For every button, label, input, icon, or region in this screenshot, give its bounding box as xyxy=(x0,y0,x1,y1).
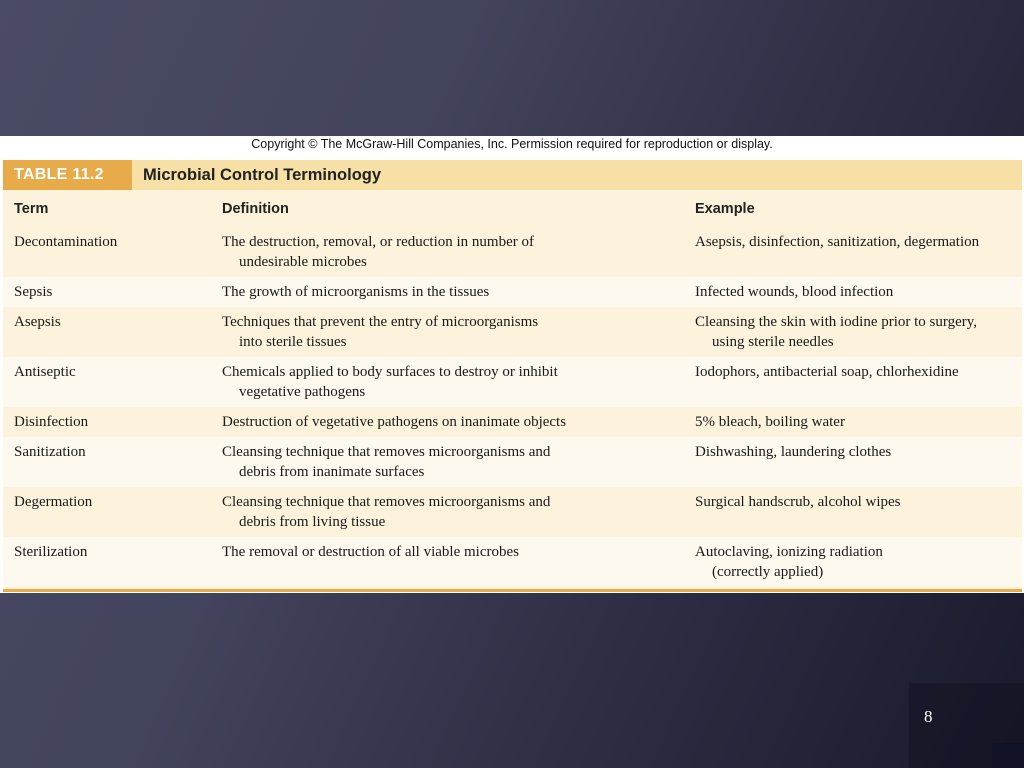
table-row xyxy=(3,277,1022,307)
example-line: Cleansing the skin with iodine prior to surgery, xyxy=(695,314,978,330)
term-cell: Decontamination xyxy=(14,234,118,250)
definition-line: Chemicals applied to body surfaces to destroy or inhibit xyxy=(222,364,558,380)
header-example: Example xyxy=(695,201,755,217)
example-cell xyxy=(695,232,1020,252)
table-header-row xyxy=(3,194,1022,224)
term-cell: Asepsis xyxy=(14,314,61,330)
example-continuation: (correctly applied) xyxy=(712,564,824,580)
table-row xyxy=(3,357,1022,407)
term-cell: Sanitization xyxy=(14,444,86,460)
example-line: Surgical handscrub, alcohol wipes xyxy=(695,494,901,510)
definition-cell xyxy=(222,412,652,432)
definition-cell xyxy=(222,492,652,532)
definition-line: The removal or destruction of all viable microbes xyxy=(222,544,519,560)
table-row xyxy=(3,537,1022,587)
example-line: 5% bleach, boiling water xyxy=(695,414,845,430)
definition-cell xyxy=(222,312,652,352)
term-cell: Antiseptic xyxy=(14,364,76,380)
definition-cell xyxy=(222,442,652,482)
term-cell: Sterilization xyxy=(14,544,88,560)
example-cell xyxy=(695,362,1020,382)
example-cell xyxy=(695,442,1020,462)
example-line: Autoclaving, ionizing radiation xyxy=(695,544,883,560)
table-number-badge: TABLE 11.2 xyxy=(3,160,132,190)
definition-line: Cleansing technique that removes microorganisms and xyxy=(222,444,551,460)
header-definition: Definition xyxy=(222,201,289,217)
definition-cell xyxy=(222,542,652,562)
definition-line: Techniques that prevent the entry of microorganisms xyxy=(222,314,539,330)
example-line: Infected wounds, blood infection xyxy=(695,284,894,300)
definition-cell xyxy=(222,362,652,402)
table-bottom-rule xyxy=(3,589,1022,592)
example-line: Asepsis, disinfection, sanitization, degermation xyxy=(695,234,980,250)
definition-cell xyxy=(222,232,652,272)
terminology-table xyxy=(3,160,1022,592)
definition-cell xyxy=(222,282,652,302)
definition-line: The growth of microorganisms in the tissues xyxy=(222,284,490,300)
corner-square-decoration xyxy=(992,743,1024,768)
definition-continuation: vegetative pathogens xyxy=(239,384,366,400)
definition-line: The destruction, removal, or reduction in number of xyxy=(222,234,534,250)
example-cell xyxy=(695,312,1020,352)
term-cell: Sepsis xyxy=(14,284,53,300)
table-row xyxy=(3,407,1022,437)
example-cell xyxy=(695,542,1020,582)
example-line: Iodophors, antibacterial soap, chlorhexidine xyxy=(695,364,959,380)
copyright-notice: Copyright © The McGraw-Hill Companies, Inc. Permission required for reproduction or display. xyxy=(251,137,773,151)
term-cell: Disinfection xyxy=(14,414,89,430)
table-row xyxy=(3,227,1022,277)
header-term: Term xyxy=(14,201,49,217)
definition-continuation: debris from living tissue xyxy=(239,514,386,530)
example-cell xyxy=(695,492,1020,512)
table-row xyxy=(3,307,1022,357)
definition-line: Destruction of vegetative pathogens on inanimate objects xyxy=(222,414,567,430)
definition-continuation: into sterile tissues xyxy=(239,334,347,350)
slide-page-number: 8 xyxy=(924,707,933,726)
table-row xyxy=(3,437,1022,487)
definition-line: Cleansing technique that removes microorganisms and xyxy=(222,494,551,510)
table-title-bar xyxy=(3,160,1022,190)
example-cell xyxy=(695,412,1020,432)
table-title: Microbial Control Terminology xyxy=(143,166,382,184)
table-body xyxy=(3,227,1022,587)
example-continuation: using sterile needles xyxy=(712,334,834,350)
definition-continuation: debris from inanimate surfaces xyxy=(239,464,425,480)
table-image-panel xyxy=(0,136,1024,593)
example-line: Dishwashing, laundering clothes xyxy=(695,444,892,460)
table-row xyxy=(3,487,1022,537)
definition-continuation: undesirable microbes xyxy=(239,254,367,270)
example-cell xyxy=(695,282,1020,302)
term-cell: Degermation xyxy=(14,494,93,510)
